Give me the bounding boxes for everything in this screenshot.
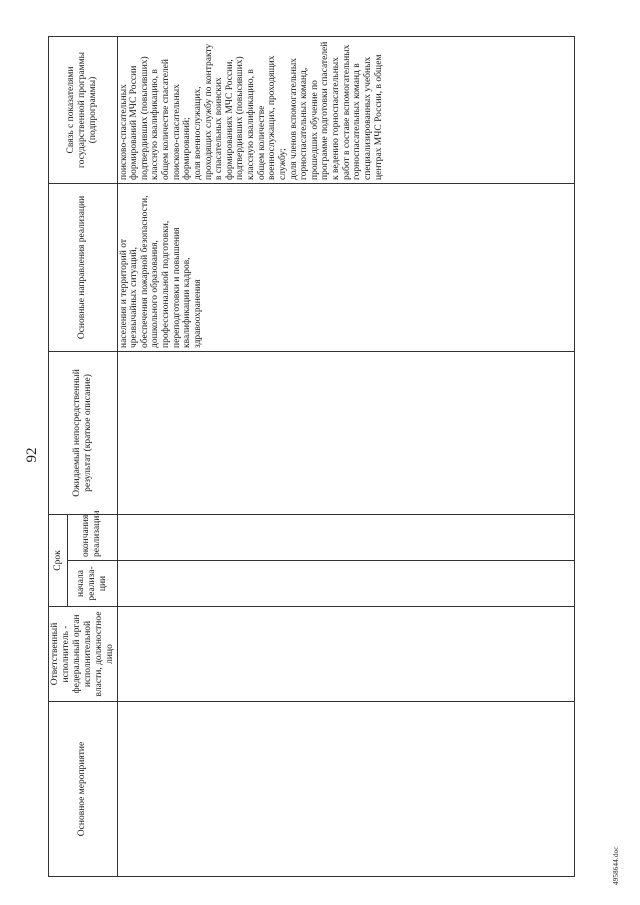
page-number: 92 bbox=[24, 447, 40, 463]
document-file-code: 4958644.doc bbox=[612, 846, 620, 885]
cell-expected-result bbox=[117, 351, 574, 514]
header-term-end: окончания реализации bbox=[68, 514, 117, 560]
cell-main-measure bbox=[117, 702, 574, 877]
cell-term-end bbox=[117, 514, 574, 560]
header-term: Срок bbox=[49, 514, 68, 606]
table-row bbox=[117, 36, 574, 876]
table-header-row bbox=[49, 36, 68, 876]
header-expected-result: Ожидаемый непосредственный результат (краткое описание) bbox=[49, 351, 118, 514]
cell-main-directions: населения и территорий от чрезвычайных ситуаций, обеспечения пожарной безопасности, дошкольного образования, профессиональной подготовки, переподготовки и повышения квалификации кадров, здравоохранения bbox=[117, 183, 574, 351]
header-term-start: начала реализа-ции bbox=[68, 561, 117, 607]
header-main-directions: Основные направления реализации bbox=[49, 183, 118, 351]
measures-table bbox=[48, 36, 575, 877]
rotated-document-page bbox=[20, 25, 620, 885]
cell-responsible bbox=[117, 607, 574, 702]
header-link-indicators: Связь с показателями государственной программы (подпрограммы) bbox=[49, 36, 118, 183]
header-responsible: Ответственный исполнитель - федеральный орган исполнительной власти, должностное лицо bbox=[49, 607, 118, 702]
cell-term-start bbox=[117, 561, 574, 607]
header-main-measure: Основное мероприятие bbox=[49, 702, 118, 877]
cell-link-indicators: поисково-спасательных формирований МЧС России подтвердивших (повысивших) классную квалификацию, в общем количестве спасателей поисково-спасательных формирований; доля военнослужащих, проходящих службу по контракту в спасательных воинских формированиях МЧС России, подтвердивших (повысивших) классную квалификацию, в общем количестве военнослужащих, проходящих службу; доля членов вспомогательных горноспасательных команд, прошедших обучение по программе подготовки спасателей к ведению горноспасательных работ в составе вспомогательных горноспасательных команд в специализированных учебных центрах МЧС России, в общем bbox=[117, 36, 574, 183]
